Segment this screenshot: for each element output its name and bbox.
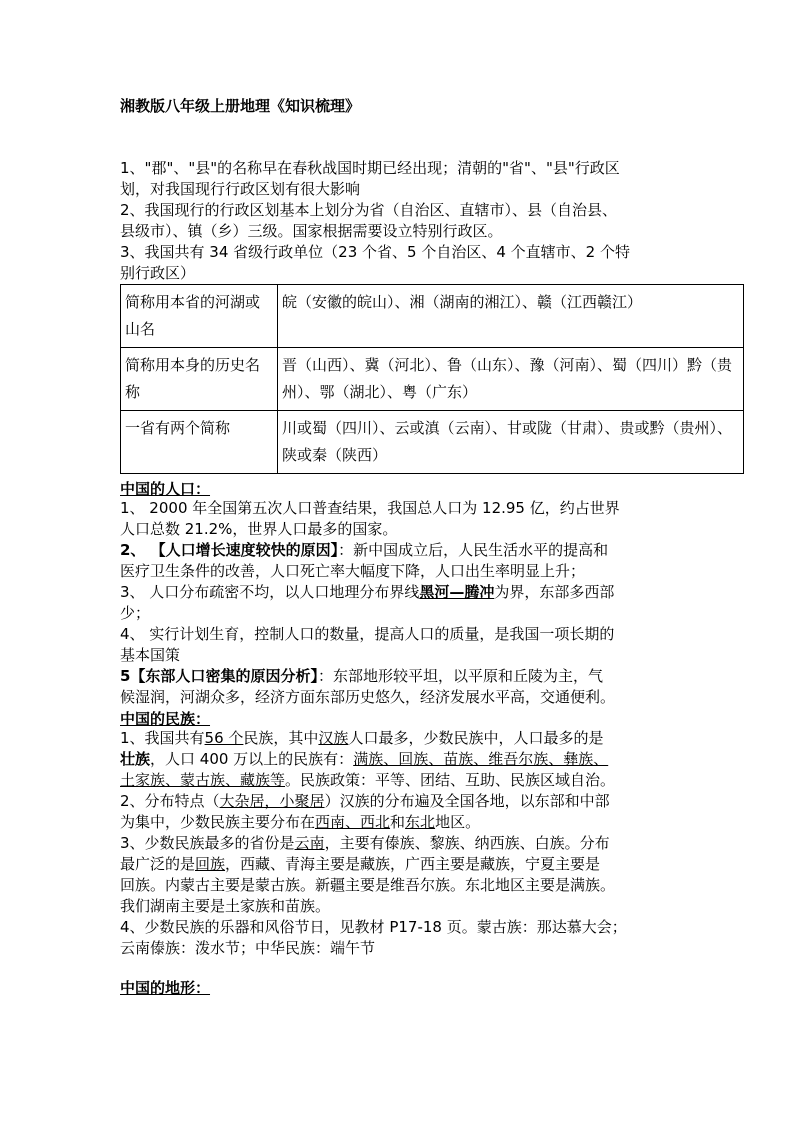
population-line: 1、 2000 年全国第五次人口普查结果，我国总人口为 12.95 亿，约占世界	[120, 499, 620, 517]
intro-section	[120, 158, 740, 284]
table-row-header: 一省有两个简称	[121, 411, 278, 474]
ethnic-heading: 中国的民族：	[120, 710, 211, 728]
text-span: ，主要有傣族、黎族、纳西族、白族。分布	[324, 834, 610, 852]
text-span: 为集中，少数民族主要分布在	[120, 813, 316, 831]
underlined-phrase: 大杂居，小聚居	[219, 792, 325, 810]
underlined-phrase: 回族	[195, 855, 226, 873]
population-line: 医疗卫生条件的改善，人口死亡率大幅度下降，人口出生率明显上升；	[120, 562, 586, 580]
table-row	[121, 285, 744, 348]
text-span: 地区。	[435, 813, 481, 831]
underlined-phrase: 56 个	[204, 729, 244, 747]
population-line	[120, 540, 740, 561]
ethnic-line	[120, 812, 740, 833]
table-row	[121, 348, 744, 411]
population-section	[120, 498, 740, 708]
ethnic-line	[120, 791, 740, 812]
text-span: 2、分布特点（	[120, 792, 220, 810]
intro-line: 县级市）、镇（乡）三级。国家根据需要设立特别行政区。	[120, 222, 503, 240]
population-line: 人口总数 21.2%，世界人口最多的国家。	[120, 520, 398, 538]
population-line	[120, 666, 740, 687]
text-span: ：新中国成立后，人民生活水平的提高和	[338, 541, 609, 559]
intro-line: 2、我国现行的行政区划基本上划分为省（自治区、直辖市）、县（自治县、	[120, 201, 618, 219]
text-span: ，西藏、青海主要是藏族，广西主要是藏族，宁夏主要是	[225, 855, 601, 873]
text-span: 和	[390, 813, 406, 831]
terrain-heading: 中国的地形：	[120, 979, 211, 997]
ethnic-section	[120, 728, 740, 959]
table-cell: 皖（安徽的皖山）、湘（湖南的湘江）、赣（江西赣江）	[278, 285, 744, 348]
underlined-phrase: 西南、西北	[315, 813, 391, 831]
ethnic-line	[120, 854, 740, 875]
text-span: ：东部地形较平坦，以平原和丘陵为主，气	[317, 667, 603, 685]
ethnic-line: 4、少数民族的乐器和风俗节日，见教材 P17-18 页。蒙古族：那达慕大会；	[120, 918, 627, 936]
document-title: 湘教版八年级上册地理《知识梳理》	[120, 97, 361, 115]
ethnic-line	[120, 833, 740, 854]
underlined-phrase: 土家族、蒙古族、藏族等	[120, 771, 286, 789]
province-abbreviation-table	[120, 284, 744, 474]
text-span: 3、少数民族最多的省份是	[120, 834, 295, 852]
population-heading: 中国的人口：	[120, 480, 211, 498]
table-row-header: 简称用本身的历史名称	[121, 348, 278, 411]
population-line: 少；	[120, 604, 151, 622]
text-span: 1、我国共有	[120, 729, 205, 747]
table-cell: 川或蜀（四川）、云或滇（云南）、甘或陇（甘肃）、贵或黔（贵州）、陕或秦（陕西）	[278, 411, 744, 474]
underlined-phrase: 黑河—腾冲	[419, 583, 495, 601]
intro-line: 别行政区）	[120, 264, 196, 282]
ethnic-line: 回族。内蒙古主要是蒙古族。新疆主要是维吾尔族。东北地区主要是满族。	[120, 876, 616, 894]
population-line	[120, 582, 740, 603]
text-span: 人口最多，少数民族中，人口最多的是	[348, 729, 604, 747]
underlined-phrase: 满族、回族、苗族、维吾尔族、彝族、	[353, 750, 609, 768]
ethnic-line	[120, 770, 740, 791]
population-line: 4、 实行计划生育，控制人口的数量，提高人口的质量，是我国一项长期的	[120, 625, 615, 643]
underlined-phrase: 云南	[294, 834, 325, 852]
bold-phrase: 5【东部人口密集的原因分析】	[120, 667, 318, 685]
underlined-phrase: 汉族	[318, 729, 349, 747]
text-span: ，人口 400 万以上的民族有：	[150, 750, 354, 768]
text-span: 最广泛的是	[120, 855, 196, 873]
ethnic-line: 我们湖南主要是土家族和苗族。	[120, 897, 331, 915]
intro-line: 1、"郡"、"县"的名称早在春秋战国时期已经出现；清朝的"省"、"县"行政区	[120, 159, 620, 177]
population-line: 候湿润，河湖众多，经济方面东部历史悠久，经济发展水平高，交通便利。	[120, 688, 616, 706]
text-span: 3、 人口分布疏密不均，以人口地理分布界线	[120, 583, 420, 601]
table-row-header: 简称用本省的河湖或山名	[121, 285, 278, 348]
bold-phrase: 壮族	[120, 750, 151, 768]
text-span: ）汉族的分布遍及全国各地，以东部和中部	[324, 792, 610, 810]
table-cell: 晋（山西）、冀（河北）、鲁（山东）、豫（河南）、蜀（四川）黔（贵州）、鄂（湖北）、粤（广东）	[278, 348, 744, 411]
ethnic-line	[120, 728, 740, 749]
text-span: 为界，东部多西部	[494, 583, 615, 601]
intro-line: 3、我国共有 34 省级行政单位（23 个省、5 个自治区、4 个直辖市、2 个特	[120, 243, 630, 261]
intro-line: 划，对我国现行行政区划有很大影响	[120, 180, 361, 198]
text-span: 。民族政策：平等、团结、互助、民族区域自治。	[285, 771, 616, 789]
text-span: 民族，其中	[243, 729, 319, 747]
population-line: 基本国策	[120, 646, 181, 664]
ethnic-line: 云南傣族：泼水节；中华民族：端午节	[120, 939, 376, 957]
ethnic-line	[120, 749, 740, 770]
table-row	[121, 411, 744, 474]
underlined-phrase: 东北	[405, 813, 436, 831]
bold-phrase: 2、 【人口增长速度较快的原因】	[120, 541, 339, 559]
